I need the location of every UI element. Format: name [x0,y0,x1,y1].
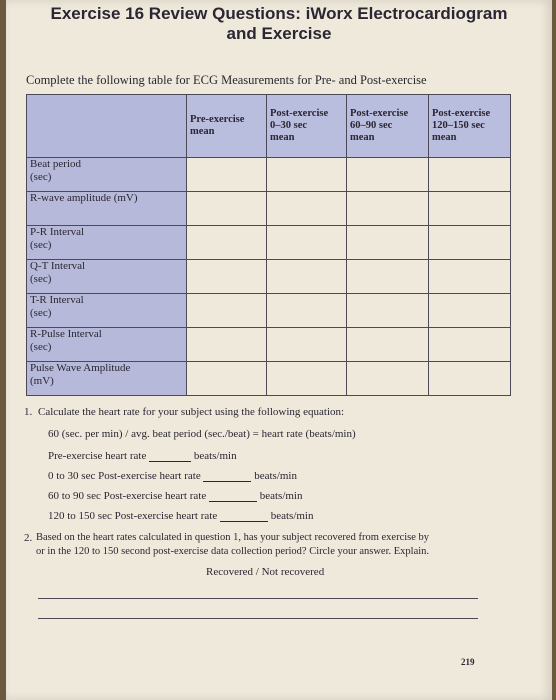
heart-rate-equation: 60 (sec. per min) / avg. beat period (sec./beat) = heart rate (beats/min) [48,428,356,440]
table-row-pr-interval [27,226,511,260]
entry-cell[interactable] [187,192,267,226]
post-120-150-heart-rate-line [48,510,314,522]
unit-label: beats/min [193,450,237,462]
entry-cell[interactable] [347,328,429,362]
entry-cell[interactable] [267,158,347,192]
unit-label: beats/min [270,510,314,522]
entry-cell[interactable] [347,294,429,328]
pre-exercise-label: Pre-exercise heart rate [48,450,147,462]
question-1-number: 1. [24,406,33,418]
column-header-post-120-150: Post-exercise 120–150 sec mean [429,95,511,158]
question-2-number: 2. [24,532,33,544]
pre-exercise-heart-rate-line [48,450,237,462]
post-120-150-label: 120 to 150 sec Post-exercise heart rate [48,510,218,522]
column-header-post-0-30: Post-exercise 0–30 sec mean [267,95,347,158]
answer-blank[interactable] [209,491,257,502]
unit-label: beats/min [259,490,303,502]
column-header-post-60-90: Post-exercise 60–90 sec mean [347,95,429,158]
table-instruction: Complete the following table for ECG Measurements for Pre- and Post-exercise [26,73,427,87]
title-line-2: and Exercise [226,24,332,43]
row-label-pulse-wave-amplitude: Pulse Wave Amplitude (mV) [27,362,187,396]
question-2-line-1: Based on the heart rates calculated in question 1, has your subject recovered from exercise by [36,532,430,543]
row-label-r-pulse-interval: R-Pulse Interval (sec) [27,328,187,362]
entry-cell[interactable] [429,294,511,328]
page-number: 219 [461,657,475,667]
entry-cell[interactable] [347,226,429,260]
answer-blank[interactable] [203,471,251,482]
ecg-measurements-table [26,94,511,396]
post-60-90-label: 60 to 90 sec Post-exercise heart rate [48,490,207,502]
title-line-1: Exercise 16 Review Questions: iWorx Electrocardiogram [50,4,508,23]
entry-cell[interactable] [429,362,511,396]
entry-cell[interactable] [187,362,267,396]
unit-label: beats/min [254,470,297,482]
entry-cell[interactable] [429,192,511,226]
entry-cell[interactable] [187,294,267,328]
table-row-tr-interval [27,294,511,328]
post-60-90-heart-rate-line [48,490,303,502]
question-2-line-2: or in the 120 to 150 second post-exercise data collection period? Circle your answer. Explain. [36,546,430,557]
entry-cell[interactable] [187,226,267,260]
table-row-beat-period [27,158,511,192]
table-header-row [27,95,511,158]
entry-cell[interactable] [347,260,429,294]
table-row-pulse-wave-amplitude [27,362,511,396]
post-0-30-label: 0 to 30 sec Post-exercise heart rate [48,470,201,482]
row-label-r-wave-amplitude: R-wave amplitude (mV) [27,192,187,226]
row-label-tr-interval: T-R Interval (sec) [27,294,187,328]
entry-cell[interactable] [429,328,511,362]
entry-cell[interactable] [347,158,429,192]
entry-cell[interactable] [267,294,347,328]
answer-blank[interactable] [220,511,268,522]
entry-cell[interactable] [267,260,347,294]
entry-cell[interactable] [429,226,511,260]
entry-cell[interactable] [267,362,347,396]
post-0-30-heart-rate-line [48,470,297,482]
entry-cell[interactable] [187,158,267,192]
question-1-text: Calculate the heart rate for your subject using the following equation: [38,406,345,418]
table-row-r-wave-amplitude [27,192,511,226]
table-row-qt-interval [27,260,511,294]
entry-cell[interactable] [267,328,347,362]
entry-cell[interactable] [267,226,347,260]
entry-cell[interactable] [187,260,267,294]
row-label-qt-interval: Q-T Interval (sec) [27,260,187,294]
answer-blank[interactable] [149,451,191,462]
explanation-line-2[interactable] [38,618,478,619]
entry-cell[interactable] [429,158,511,192]
table-row-r-pulse-interval [27,328,511,362]
explanation-line-1[interactable] [38,598,478,599]
column-header-pre-exercise: Pre-exercise mean [187,95,267,158]
worksheet-page [6,0,552,700]
entry-cell[interactable] [267,192,347,226]
recovered-answer-options[interactable]: Recovered / Not recovered [206,566,325,578]
entry-cell[interactable] [429,260,511,294]
row-label-pr-interval: P-R Interval (sec) [27,226,187,260]
header-corner-cell [27,95,187,158]
entry-cell[interactable] [187,328,267,362]
row-label-beat-period: Beat period (sec) [27,158,187,192]
entry-cell[interactable] [347,192,429,226]
entry-cell[interactable] [347,362,429,396]
